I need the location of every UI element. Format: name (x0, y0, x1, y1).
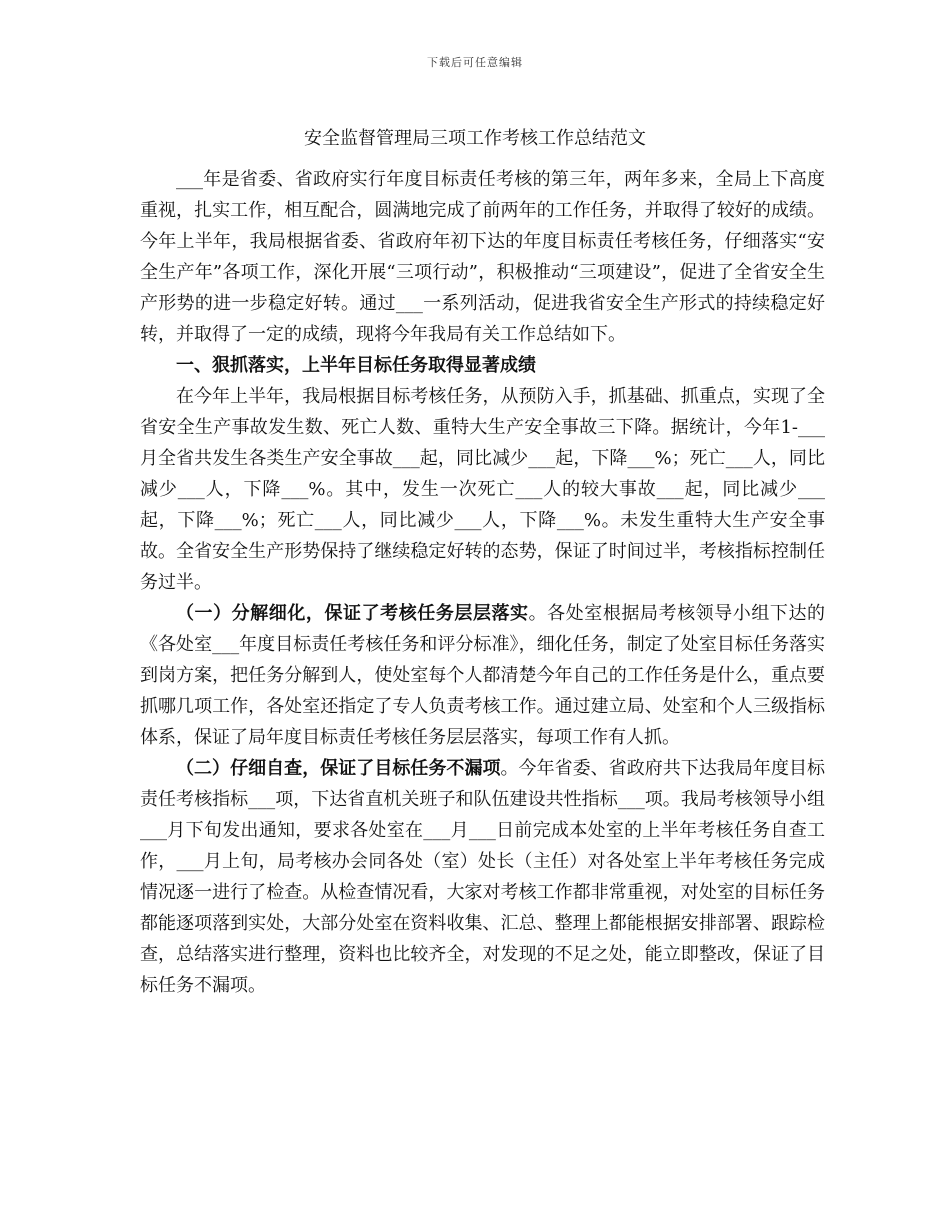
intro-paragraph: ___年是省委、省政府实行年度目标责任考核的第三年，两年多来，全局上下高度重视，扎实工作，相互配合，圆满地完成了前两年的工作任务，并取得了较好的成绩。今年上半年，我局根据省委、省政府年初下达的年度目标责任考核任务，仔细落实“安全生产年”各项工作，深化开展“三项行动”，积极推动“三项建设”，促进了全省安全生产形势的进一步稳定好转。通过___一系列活动，促进我省安全生产形式的持续稳定好转，并取得了一定的成绩，现将今年我局有关工作总结如下。 (140, 169, 825, 345)
document-body (140, 164, 825, 1001)
document-title: 安全监督管理局三项工作考核工作总结范文 (304, 128, 646, 149)
subsection-1-body: 。各处室根据局考核领导小组下达的《各处室___年度目标责任考核任务和评分标准》，细化任务，制定了处室目标任务落实到岗方案，把任务分解到人，使处室每个人都清楚今年自己的工作任务是什么，重点要抓哪几项工作，各处室还指定了专人负责考核工作。通过建立局、处室和个人三级指标体系，保证了局年度目标责任考核任务层层落实，每项工作有人抓。 (140, 603, 826, 748)
subsection-1-paragraph (140, 598, 825, 753)
subsection-2-paragraph (140, 753, 825, 1001)
subsection-2-lead: （二）仔细自查，保证了目标任务不漏项 (176, 758, 501, 779)
section-1-paragraph: 在今年上半年，我局根据目标考核任务，从预防入手，抓基础、抓重点，实现了全省安全生产事故发生数、死亡人数、重特大生产安全事故三下降。据统计，今年1-___月全省共发生各类生产安全事故___起，同比减少___起，下降___%；死亡___人，同比减少___人，下降___%。其中，发生一次死亡___人的较大事故___起，同比减少___起，下降___%；死亡___人，同比减少___人，下降___%。未发生重特大生产安全事故。全省安全生产形势保持了继续稳定好转的态势，保证了时间过半，考核指标控制任务过半。 (140, 386, 825, 593)
header-note: 下载后可任意编辑 (427, 56, 523, 69)
section-heading-1: 一、狠抓落实，上半年目标任务取得显著成绩 (176, 355, 536, 376)
subsection-2-body: 。今年省委、省政府共下达我局年度目标责任考核指标___项，下达省直机关班子和队伍建设共性指标___项。我局考核领导小组___月下旬发出通知，要求各处室在___月___日前完成本处室的上半年考核任务自查工作，___月上旬，局考核办会同各处（室）处长（主任）对各处室上半年考核任务完成情况逐一进行了检查。从检查情况看，大家对考核工作都非常重视，对处室的目标任务都能逐项落到实处，大部分处室在资料收集、汇总、整理上都能根据安排部署、跟踪检查，总结落实进行整理，资料也比较齐全，对发现的不足之处，能立即整改，保证了目标任务不漏项。 (140, 758, 825, 996)
subsection-1-lead: （一）分解细化，保证了考核任务层层落实 (176, 603, 529, 624)
